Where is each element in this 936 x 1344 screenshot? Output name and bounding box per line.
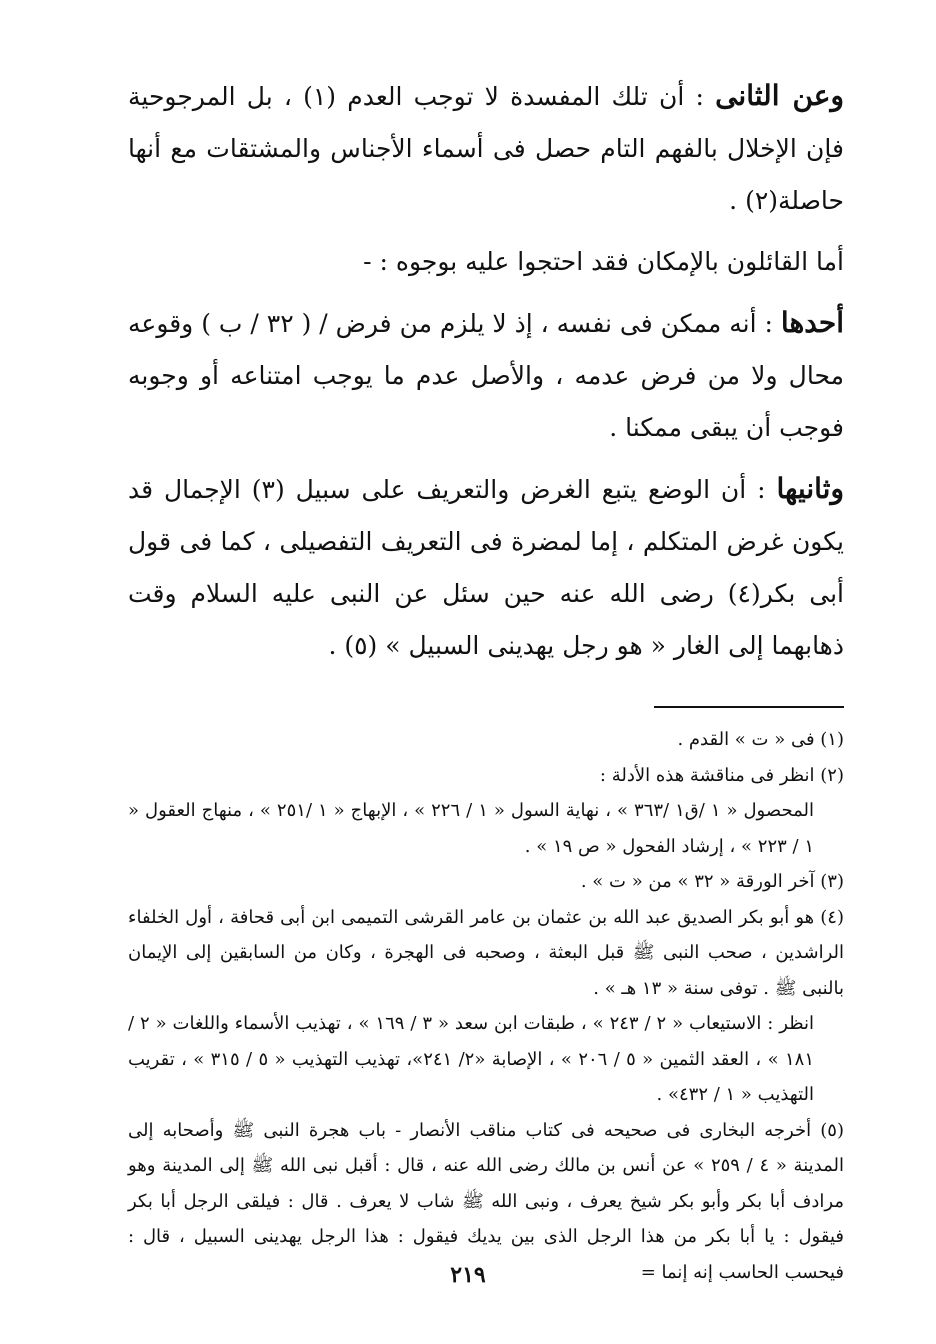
footnote-2: (٢) انظر فى مناقشة هذه الأدلة : <box>599 764 844 786</box>
paragraph-1-text: : أن تلك المفسدة لا توجب العدم (١) ، بل المرجوحية فإن الإخلال بالفهم التام حصل فى أسماء الأجناس والمشتقات مع أنها حاصلة(٢) . <box>128 82 844 215</box>
paragraph-3-lead: أحدها <box>780 306 844 339</box>
footnote-4-refs: انظر : الاستيعاب « ٢ / ٢٤٣ » ، طبقات ابن سعد « ٣ / ١٦٩ » ، تهذيب الأسماء واللغات « ٢ / ١٨١ » ، العقد الثمين « ٥ / ٢٠٦ » ، الإصابة «٢/ ٢٤١»، تهذيب التهذيب « ٥ / ٣١٥ » ، تقريب التهذيب « ١ / ٤٣٢» . <box>128 1013 815 1105</box>
footnote-4: (٤) هو أبو بكر الصديق عبد الله بن عثمان بن عامر القرشى التميمى ابن أبى قحافة ، أول الخلفاء الراشدين ، صحب النبى ﷺ قبل البعثة ، وصحبه فى الهجرة ، وكان من السابقين إلى الإيمان بالنبى ﷺ . توفى سنة « ١٣ هـ » . <box>128 906 844 999</box>
paragraph-1 <box>128 70 844 227</box>
paragraph-4-lead: وثانيها <box>776 472 844 505</box>
footnote-5: (٥) أخرجه البخارى فى صحيحه فى كتاب مناقب الأنصار - باب هجرة النبى ﷺ وأصحابه إلى المدينة « ٤ / ٢٥٩ » عن أنس بن مالك رضى الله عنه ، قال : أقبل نبى الله ﷺ إلى المدينة وهو مرادف أبا بكر وأبو بكر شيخ يعرف ، ونبى الله ﷺ شاب لا يعرف . قال : فيلقى الرجل أبا بكر فيقول : يا أبا بكر من هذا الرجل الذى بين يديك فيقول : هذا الرجل يهدينى السبيل ، قال : فيحسب الحاسب إنه إنما = <box>128 1119 844 1283</box>
paragraph-2 <box>128 236 844 288</box>
paragraph-1-lead: وعن الثانى <box>715 79 845 112</box>
footnote-1: (١) فى « ت » القدم . <box>677 729 844 750</box>
page-number: ٢١٩ <box>450 1262 486 1288</box>
footnote-2-refs: المحصول « ١ /ق١ /٣٦٣ » ، نهاية السول « ١ / ٢٢٦ » ، الإبهاج « ١ /٢٥١ » ، منهاج العقول « ١ / ٢٢٣ » ، إرشاد الفحول « ص ١٩ » . <box>128 800 814 857</box>
paragraph-4 <box>128 463 844 672</box>
paragraph-3 <box>128 297 844 454</box>
paragraph-4-text: : أن الوضع يتبع الغرض والتعريف على سبيل (٣) الإجمال قد يكون غرض المتكلم ، إما لمضرة فى التعريف التفصيلى ، كما فى قول أبى بكر(٤) رضى الله عنه حين سئل عن النبى عليه السلام وقت ذهابهما إلى الغار « هو رجل يهدينى السبيل » (٥) . <box>128 475 844 660</box>
paragraph-3-text: : أنه ممكن فى نفسه ، إذ لا يلزم من فرض / ( ٣٢ / ب ) وقوعه محال ولا من فرض عدمه ، والأصل عدم ما يوجب امتناعه أو وجوبه فوجب أن يبقى ممكنا . <box>128 309 844 442</box>
footnotes <box>128 722 844 1290</box>
main-text <box>128 70 844 672</box>
footnote-3: (٣) آخر الورقة « ٣٢ » من « ت » . <box>580 871 844 892</box>
paragraph-2-text: أما القائلون بالإمكان فقد احتجوا عليه بوجوه : - <box>363 247 844 276</box>
footnote-divider <box>654 706 844 708</box>
